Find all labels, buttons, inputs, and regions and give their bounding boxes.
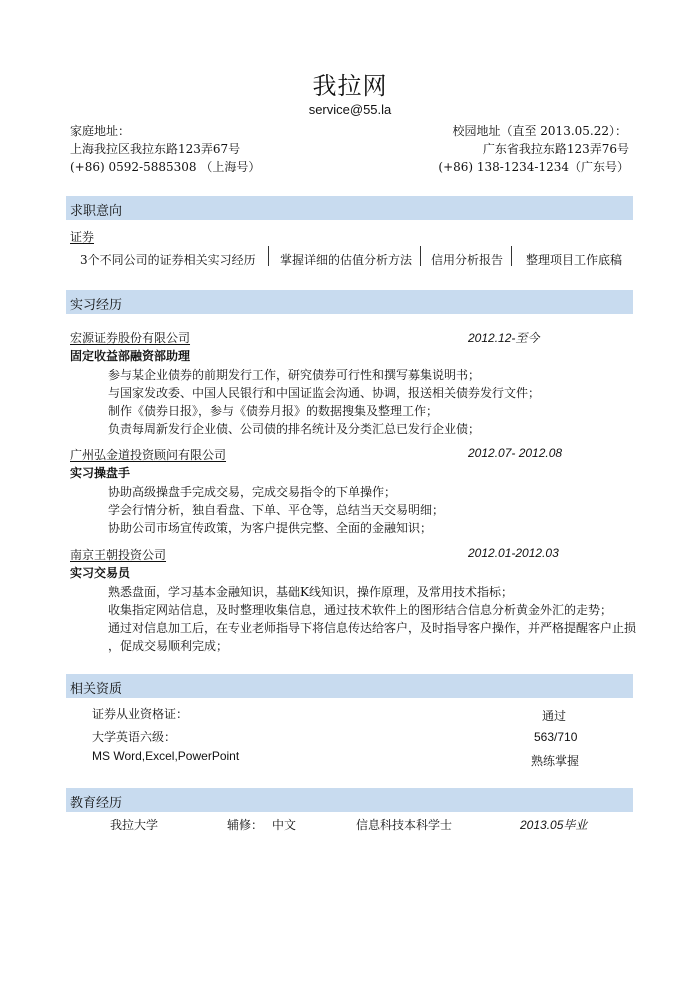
internships-section-header [66, 290, 633, 314]
job-duty: 收集指定网站信息，及时整理收集信息，通过技术软件上的图形结合信息分析黄金外汇的走势； [108, 603, 613, 617]
job-role: 固定收益部融资部助理 [70, 349, 191, 363]
objective-item: 信用分析报告 [431, 253, 504, 267]
email-address[interactable]: service@55.la [308, 102, 392, 117]
job-duty: ，促成交易顺利完成； [108, 639, 229, 653]
objective-section-header [66, 196, 633, 220]
objective-item: 整理项目工作底稿 [526, 253, 623, 267]
education-heading: 教育经历 [70, 796, 123, 811]
job-duty: 负责每周新发行企业债、公司债的排名统计及分类汇总已发行企业债； [108, 422, 481, 436]
graduation-date: 2013.05毕业 [520, 818, 588, 832]
divider [268, 246, 269, 266]
minor-subject: 中文 [272, 818, 297, 832]
company-name: 南京王朝投资公司 [70, 548, 167, 562]
job-duty: 学会行情分析，独自看盘、下单、平仓等，总结当天交易明细； [108, 503, 445, 517]
qualifications-section-header [66, 674, 633, 698]
job-duty: 与国家发改委、中国人民银行和中国证监会沟通、协调，报送相关债券发行文件； [108, 386, 541, 400]
school-address-label: 校园地址（直至 2013.05.22）： [452, 124, 627, 138]
job-date: 2012.01-2012.03 [468, 546, 559, 560]
job-duty: 协助公司市场宣传政策，为客户提供完整、全面的金融知识； [108, 521, 433, 535]
job-duty: 熟悉盘面，学习基本金融知识，基础K线知识，操作原理，及常用技术指标； [108, 585, 513, 599]
internships-heading: 实习经历 [70, 298, 123, 313]
school-name: 我拉大学 [110, 818, 159, 832]
job-role: 实习操盘手 [70, 466, 131, 480]
job-duty: 协助高级操盘手完成交易，完成交易指令的下单操作； [108, 485, 397, 499]
objective-heading: 求职意向 [70, 204, 123, 219]
home-address-label: 家庭地址： [70, 124, 131, 138]
minor-label: 辅修： [227, 818, 264, 832]
objective-item: 掌握详细的估值分析方法 [280, 253, 413, 267]
job-duty: 参与某企业债券的前期发行工作，研究债券可行性和撰写募集说明书； [108, 368, 481, 382]
school-phone: (+86) 138-1234-1234（广东号） [438, 160, 629, 174]
qualification-value: 563/710 [534, 730, 578, 744]
qualifications-heading: 相关资质 [70, 682, 123, 697]
company-name: 广州弘金道投资顾问有限公司 [70, 448, 227, 462]
home-address: 上海我拉区我拉东路123弄67号 [70, 142, 241, 156]
education-section-header [66, 788, 633, 812]
objective-item: 3个不同公司的证券相关实习经历 [80, 253, 256, 267]
qualification-name: 大学英语六级： [92, 730, 177, 744]
objective-field: 证券 [70, 230, 95, 244]
divider [420, 246, 421, 266]
job-date: 2012.07- 2012.08 [468, 446, 563, 460]
divider [511, 246, 512, 266]
school-address: 广东省我拉东路123弄76号 [482, 142, 629, 156]
degree: 信息科技本科学士 [356, 818, 453, 832]
qualification-name: MS Word,Excel,PowerPoint [92, 749, 240, 763]
company-name: 宏源证券股份有限公司 [70, 331, 191, 345]
job-duty: 制作《债券日报》，参与《债券月报》的数据搜集及整理工作； [108, 404, 439, 418]
qualification-value: 熟练掌握 [531, 754, 580, 768]
qualification-name: 证券从业资格证： [92, 707, 189, 721]
job-date: 2012.12-至今 [468, 331, 540, 345]
job-role: 实习交易员 [70, 566, 131, 580]
qualification-value: 通过 [542, 709, 567, 723]
home-phone: (+86) 0592-5885308 （上海号） [70, 160, 261, 174]
job-duty: 通过对信息加工后，在专业老师指导下将信息传达给客户，及时指导客户操作，并严格提醒客户止损 [108, 621, 637, 635]
resume-name: 我拉网 [312, 72, 388, 100]
